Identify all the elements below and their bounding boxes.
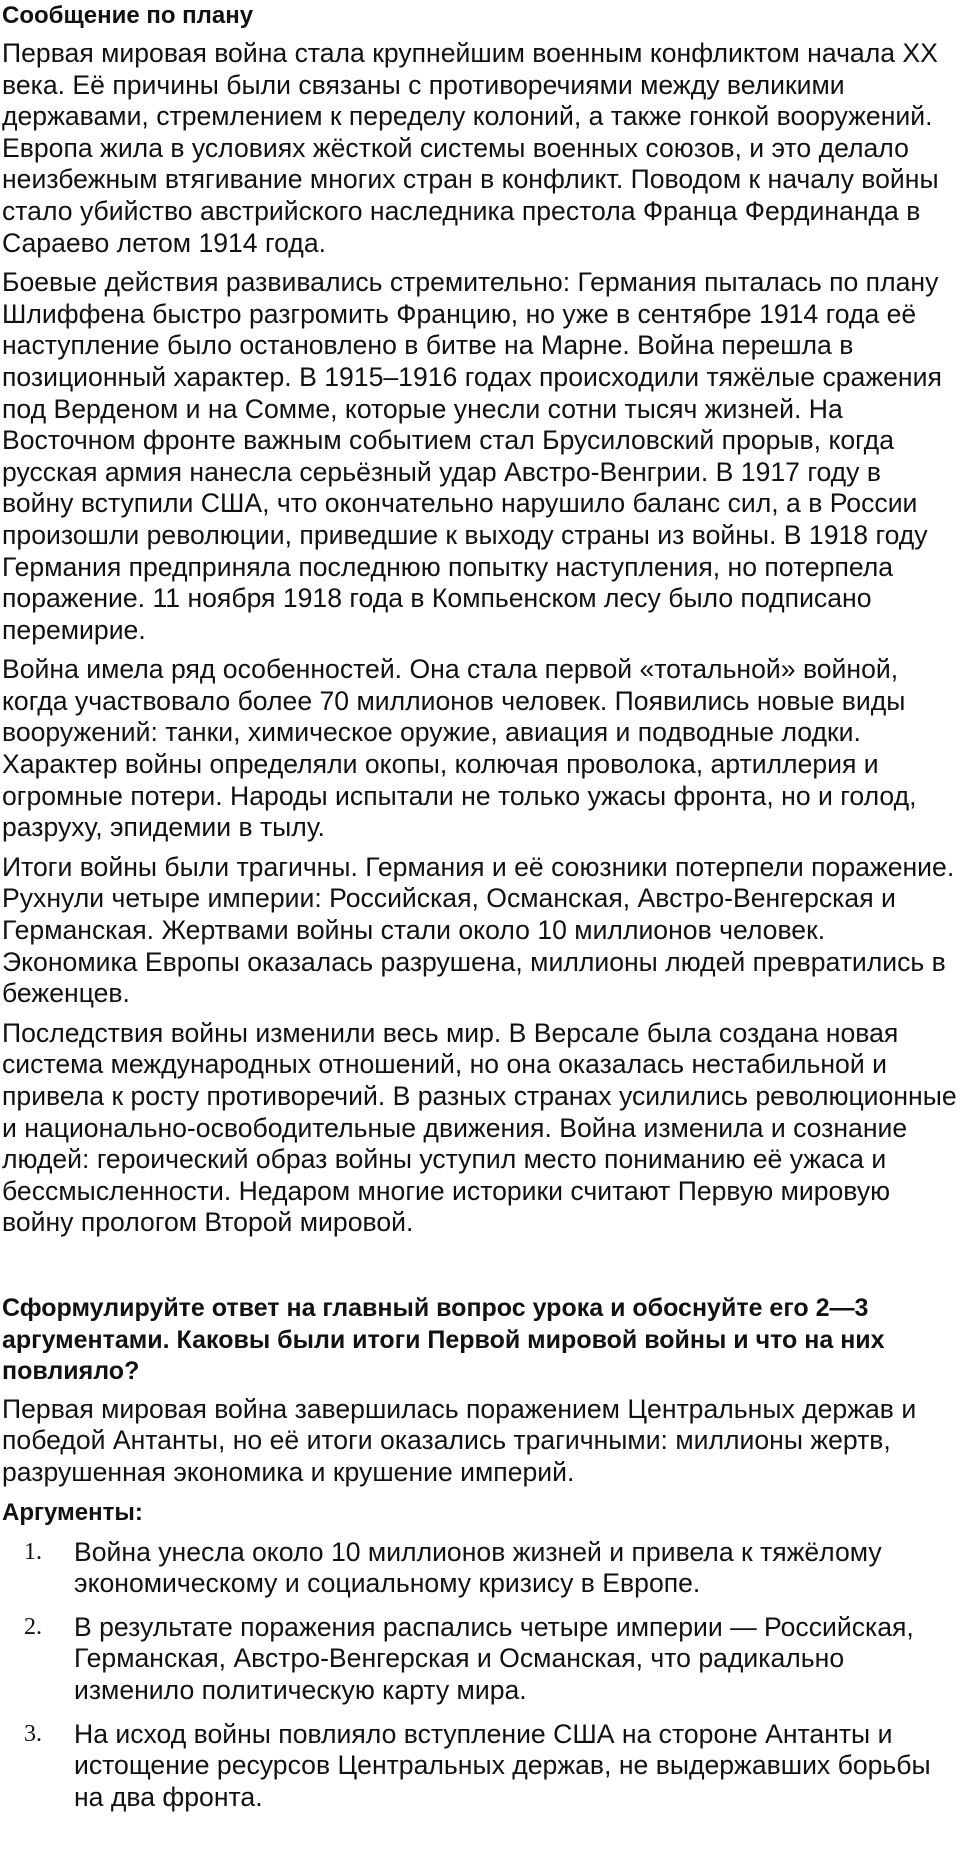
argument-item <box>2 1612 959 1707</box>
arguments-label: Аргументы: <box>2 1498 143 1526</box>
section-spacer <box>2 1247 959 1293</box>
paragraph-causes: Первая мировая война стала крупнейшим военным конфликтом начала XX века. Её причины были связаны с противоречиями между великими державами, стремлением к переделу колоний, а также гонкой вооружений. Европа жила в условиях жёсткой системы военных союзов, и это делало неизбежным втягивание многих стран в конфликт. Поводом к началу войны стало убийство австрийского наследника престола Франца Фердинанда в Сараево летом 1914 года. <box>2 38 939 258</box>
paragraph-features: Война имела ряд особенностей. Она стала первой «тотальной» войной, когда участвовало более 70 миллионов человек. Появились новые виды вооружений: танки, химическое оружие, авиация и подводные лодки. Характер войны определяли окопы, колючая проволока, артиллерия и огромные потери. Народы испытали не только ужасы фронта, но и голод, разруху, эпидемии в тылу. <box>2 654 917 843</box>
section-heading: Сообщение по плану <box>2 2 254 29</box>
argument-number: 1. <box>24 1538 42 1565</box>
argument-item <box>2 1537 959 1600</box>
lesson-question: Сформулируйте ответ на главный вопрос урока и обоснуйте его 2—3 аргументами. Каковы были итоги Первой мировой войны и что на них повлияло? <box>2 1293 885 1386</box>
paragraph-consequences: Последствия войны изменили весь мир. В Версале была создана новая система международных отношений, но она оказалась нестабильной и привела к росту противоречий. В разных странах усилились революционные и национально-освободительные движения. Война изменила и сознание людей: героический образ войны уступил место пониманию её ужаса и бессмысленности. Недаром многие историки считают Первую мировую войну прологом Второй мировой. <box>2 1017 957 1238</box>
arguments-list <box>2 1537 959 1814</box>
argument-text: На исход войны повлияло вступление США на стороне Антанты и истощение ресурсов Центральных держав, не выдержавших борьбы на два фронта. <box>74 1718 931 1812</box>
argument-text: В результате поражения распались четыре империи — Российская, Германская, Австро-Венгерская и Османская, что радикально изменило политическую карту мира. <box>74 1611 914 1705</box>
argument-item <box>2 1719 959 1814</box>
paragraph-results: Итоги войны были трагичны. Германия и её союзники потерпели поражение. Рухнули четыре империи: Российская, Османская, Австро-Венгерская и Германская. Жертвами войны стали около 10 миллионов человек. Экономика Европы оказалась разрушена, миллионы людей превратились в беженцев. <box>2 851 955 1009</box>
argument-number: 3. <box>24 1720 42 1747</box>
argument-text: Война унесла около 10 миллионов жизней и привела к тяжёлому экономическому и социальному кризису в Европе. <box>74 1536 882 1599</box>
paragraph-course: Боевые действия развивались стремительно: Германия пыталась по плану Шлиффена быстро разгромить Францию, но уже в сентябре 1914 года её наступление было остановлено в битве на Марне. Война перешла в позиционный характер. В 1915–1916 годах происходили тяжёлые сражения под Верденом и на Сомме, которые унесли сотни тысяч жизней. На Восточном фронте важным событием стал Брусиловский прорыв, когда русская армия нанесла серьёзный удар Австро-Венгрии. В 1917 году в войну вступили США, что окончательно нарушило баланс сил, а в России произошли революции, приведшие к выходу страны из войны. В 1918 году Германия предприняла последнюю попытку наступления, но потерпела поражение. 11 ноября 1918 года в Компьенском лесу было подписано перемирие. <box>2 267 942 645</box>
argument-number: 2. <box>24 1613 42 1640</box>
lesson-answer: Первая мировая война завершилась поражением Центральных держав и победой Антанты, но её итоги оказались трагичными: миллионы жертв, разрушенная экономика и крушение империй. <box>2 1393 917 1487</box>
